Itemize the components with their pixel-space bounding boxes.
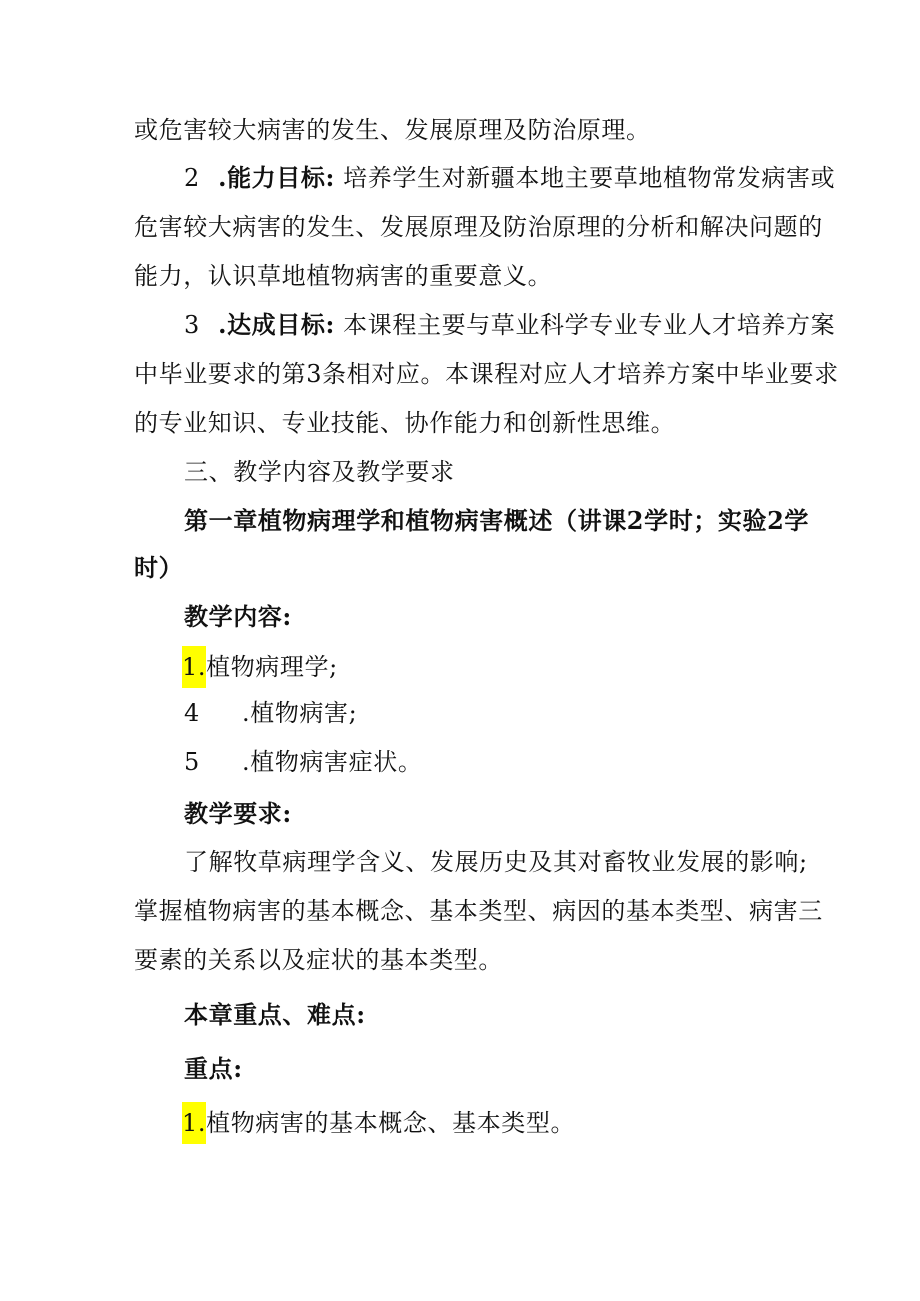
requirements-heading-text: 教学要求: bbox=[184, 799, 292, 828]
item-number: 3 bbox=[184, 311, 200, 339]
paragraph-line bbox=[134, 895, 823, 927]
list-item bbox=[182, 646, 338, 688]
body-text: 要素的关系以及症状的基本类型。 bbox=[134, 946, 503, 974]
list-item-text: 植物病理学; bbox=[206, 653, 338, 681]
highlighted-number: 1. bbox=[182, 1102, 206, 1144]
list-item bbox=[182, 1102, 575, 1144]
chapter-title-text: 时） bbox=[134, 553, 184, 582]
achievement-goal-label: .达成目标: bbox=[218, 310, 335, 339]
list-item bbox=[184, 697, 357, 729]
section-heading-text: 三、教学内容及教学要求 bbox=[184, 458, 455, 486]
section-heading bbox=[184, 456, 455, 488]
body-text: 本课程主要与草业科学专业专业人才培养方案 bbox=[343, 311, 836, 339]
achievement-goal-line bbox=[184, 309, 835, 341]
paragraph-line bbox=[134, 211, 823, 243]
focus-heading-text: 重点: bbox=[184, 1054, 243, 1083]
chapter-title bbox=[184, 505, 809, 537]
ability-goal-label: .能力目标: bbox=[218, 163, 335, 192]
body-text: 中毕业要求的第3条相对应。本课程对应人才培养方案中毕业要求 bbox=[134, 360, 839, 388]
highlighted-number: 1. bbox=[182, 646, 206, 688]
list-item-text: .植物病害; bbox=[242, 699, 358, 727]
content-heading bbox=[184, 601, 292, 633]
item-number: 2 bbox=[184, 164, 200, 192]
body-text: 危害较大病害的发生、发展原理及防治原理的分析和解决问题的 bbox=[134, 213, 823, 241]
body-text: 了解牧草病理学含义、发展历史及其对畜牧业发展的影响; bbox=[184, 848, 808, 876]
body-text: 培养学生对新疆本地主要草地植物常发病害或 bbox=[343, 164, 836, 192]
list-item-text: .植物病害症状。 bbox=[242, 748, 423, 776]
paragraph-line bbox=[134, 358, 839, 390]
content-heading-text: 教学内容: bbox=[184, 602, 292, 631]
focus-heading bbox=[184, 1053, 243, 1085]
body-text: 的专业知识、专业技能、协作能力和创新性思维。 bbox=[134, 409, 676, 437]
item-number: 4 bbox=[184, 699, 200, 727]
requirements-heading bbox=[184, 798, 292, 830]
paragraph-line bbox=[134, 407, 675, 439]
item-number: 5 bbox=[184, 748, 200, 776]
key-points-heading-text: 本章重点、难点: bbox=[184, 1000, 366, 1029]
paragraph-line bbox=[184, 846, 808, 878]
list-item-text: 植物病害的基本概念、基本类型。 bbox=[206, 1109, 576, 1137]
body-text: 或危害较大病害的发生、发展原理及防治原理。 bbox=[134, 116, 651, 144]
body-text: 掌握植物病害的基本概念、基本类型、病因的基本类型、病害三 bbox=[134, 897, 823, 925]
body-text: 能力，认识草地植物病害的重要意义。 bbox=[134, 262, 553, 290]
chapter-title-continued bbox=[134, 552, 183, 584]
paragraph-line bbox=[134, 944, 503, 976]
ability-goal-line bbox=[184, 162, 835, 194]
paragraph-line bbox=[134, 114, 651, 146]
list-item bbox=[184, 746, 422, 778]
chapter-title-text: 第一章植物病理学和植物病害概述（讲课2学时；实验2学 bbox=[184, 506, 809, 535]
paragraph-line bbox=[134, 260, 552, 292]
key-points-heading bbox=[184, 999, 366, 1031]
